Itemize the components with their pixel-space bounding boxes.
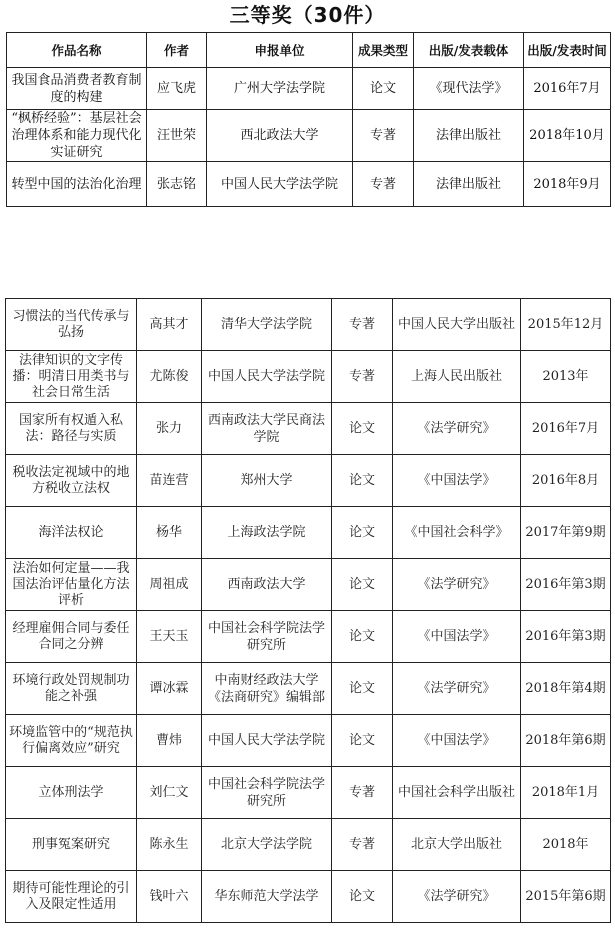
unit: 中国人民大学法学院 xyxy=(207,162,353,207)
venue: 《法学研究》 xyxy=(393,403,521,455)
venue: 北京大学出版社 xyxy=(393,819,521,871)
date: 2016年第3期 xyxy=(521,559,611,611)
unit: 中国人民大学法学院 xyxy=(202,351,332,403)
table-row xyxy=(6,767,611,819)
header-venue: 出版/发表载体 xyxy=(414,33,524,68)
work-title: 国家所有权遁入私法：路径与实质 xyxy=(6,403,137,455)
table-row xyxy=(7,162,611,207)
date: 2016年7月 xyxy=(521,403,611,455)
unit: 上海政法学院 xyxy=(202,507,332,559)
author: 曹炜 xyxy=(137,715,202,767)
author: 张力 xyxy=(137,403,202,455)
author: 应飞虎 xyxy=(147,68,207,110)
header-author: 作者 xyxy=(147,33,207,68)
author: 高其才 xyxy=(137,299,202,351)
author: 陈永生 xyxy=(137,819,202,871)
work-title: 经理雇佣合同与委任合同之分辨 xyxy=(6,611,137,663)
author: 钱叶六 xyxy=(137,871,202,923)
date: 2018年10月 xyxy=(524,110,611,162)
type: 专著 xyxy=(332,767,393,819)
header-type: 成果类型 xyxy=(353,33,414,68)
author: 谭冰霖 xyxy=(137,663,202,715)
venue: 《中国法学》 xyxy=(393,455,521,507)
table-row xyxy=(6,351,611,403)
venue: 《中国社会科学》 xyxy=(393,507,521,559)
author: 杨华 xyxy=(137,507,202,559)
work-title: 转型中国的法治化治理 xyxy=(7,162,147,207)
date: 2018年1月 xyxy=(521,767,611,819)
work-title: 法律知识的文字传播：明清日用类书与社会日常生活 xyxy=(6,351,137,403)
date: 2016年8月 xyxy=(521,455,611,507)
header-date: 出版/发表时间 xyxy=(524,33,611,68)
author: 王天玉 xyxy=(137,611,202,663)
type: 专著 xyxy=(353,110,414,162)
type: 论文 xyxy=(332,403,393,455)
author: 刘仁文 xyxy=(137,767,202,819)
author: 周祖成 xyxy=(137,559,202,611)
type: 论文 xyxy=(332,507,393,559)
award-table-2 xyxy=(5,298,611,923)
unit: 中南财经政法大学《法商研究》编辑部 xyxy=(202,663,332,715)
table-row xyxy=(6,663,611,715)
page-title: 三等奖（30件） xyxy=(229,3,386,27)
work-title: 环境监管中的“规范执行偏离效应”研究 xyxy=(6,715,137,767)
unit: 清华大学法学院 xyxy=(202,299,332,351)
venue: 《现代法学》 xyxy=(414,68,524,110)
table-row xyxy=(7,110,611,162)
venue: 上海人民出版社 xyxy=(393,351,521,403)
type: 专著 xyxy=(332,819,393,871)
table-row xyxy=(6,559,611,611)
author: 汪世荣 xyxy=(147,110,207,162)
type: 专著 xyxy=(332,299,393,351)
type: 专著 xyxy=(353,162,414,207)
venue: 法律出版社 xyxy=(414,162,524,207)
venue: 法律出版社 xyxy=(414,110,524,162)
date: 2018年 xyxy=(521,819,611,871)
unit: 中国人民大学法学院 xyxy=(202,715,332,767)
table-row xyxy=(6,611,611,663)
venue: 《法学研究》 xyxy=(393,559,521,611)
header-unit: 申报单位 xyxy=(207,33,353,68)
date: 2018年第6期 xyxy=(521,715,611,767)
table-row xyxy=(6,299,611,351)
work-title: 刑事冤案研究 xyxy=(6,819,137,871)
table-row xyxy=(6,715,611,767)
type: 专著 xyxy=(332,351,393,403)
table-row xyxy=(7,68,611,110)
type: 论文 xyxy=(332,559,393,611)
unit: 西南政法大学 xyxy=(202,559,332,611)
type: 论文 xyxy=(353,68,414,110)
award-table-1 xyxy=(6,32,611,207)
type: 论文 xyxy=(332,715,393,767)
date: 2018年第4期 xyxy=(521,663,611,715)
work-title: “枫桥经验”：基层社会治理体系和能力现代化实证研究 xyxy=(7,110,147,162)
type: 论文 xyxy=(332,871,393,923)
unit: 郑州大学 xyxy=(202,455,332,507)
venue: 《中国法学》 xyxy=(393,715,521,767)
table-row xyxy=(6,403,611,455)
header-title: 作品名称 xyxy=(7,33,147,68)
table-row xyxy=(6,819,611,871)
work-title: 期待可能性理论的引入及限定性适用 xyxy=(6,871,137,923)
work-title: 税收法定视域中的地方税收立法权 xyxy=(6,455,137,507)
work-title: 我国食品消费者教育制度的构建 xyxy=(7,68,147,110)
date: 2016年7月 xyxy=(524,68,611,110)
work-title: 环境行政处罚规制功能之补强 xyxy=(6,663,137,715)
work-title: 法治如何定量——我国法治评估量化方法评析 xyxy=(6,559,137,611)
date: 2015年12月 xyxy=(521,299,611,351)
work-title: 习惯法的当代传承与弘扬 xyxy=(6,299,137,351)
unit: 北京大学法学院 xyxy=(202,819,332,871)
unit: 西北政法大学 xyxy=(207,110,353,162)
venue: 中国社会科学出版社 xyxy=(393,767,521,819)
venue: 《法学研究》 xyxy=(393,663,521,715)
table-row xyxy=(6,455,611,507)
work-title: 立体刑法学 xyxy=(6,767,137,819)
unit: 华东师范大学法学 xyxy=(202,871,332,923)
unit: 中国社会科学院法学研究所 xyxy=(202,767,332,819)
author: 苗连营 xyxy=(137,455,202,507)
date: 2018年9月 xyxy=(524,162,611,207)
date: 2015年第6期 xyxy=(521,871,611,923)
unit: 西南政法大学民商法学院 xyxy=(202,403,332,455)
venue: 《法学研究》 xyxy=(393,871,521,923)
date: 2016年第3期 xyxy=(521,611,611,663)
author: 张志铭 xyxy=(147,162,207,207)
venue: 《中国法学》 xyxy=(393,611,521,663)
type: 论文 xyxy=(332,611,393,663)
unit: 广州大学法学院 xyxy=(207,68,353,110)
table-header-row xyxy=(7,33,611,68)
unit: 中国社会科学院法学研究所 xyxy=(202,611,332,663)
date: 2017年第9期 xyxy=(521,507,611,559)
author: 尤陈俊 xyxy=(137,351,202,403)
date: 2013年 xyxy=(521,351,611,403)
venue: 中国人民大学出版社 xyxy=(393,299,521,351)
work-title: 海洋法权论 xyxy=(6,507,137,559)
table-row xyxy=(6,507,611,559)
type: 论文 xyxy=(332,663,393,715)
type: 论文 xyxy=(332,455,393,507)
table-row xyxy=(6,871,611,923)
